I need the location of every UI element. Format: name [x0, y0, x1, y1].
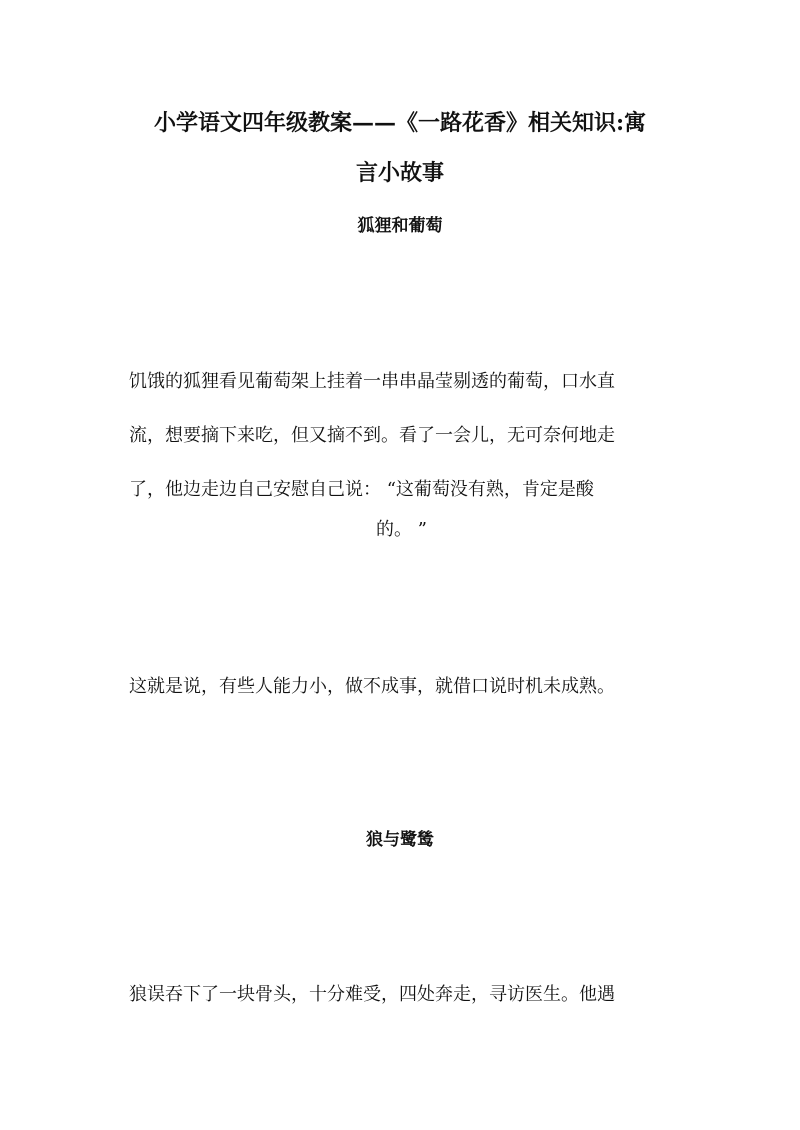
story2-line-1: 狼误吞下了一块骨头，十分难受，四处奔走，寻访医生。他遇	[129, 984, 615, 1005]
story1-line-1: 饥饿的狐狸看见葡萄架上挂着一串串晶莹剔透的葡萄，口水直	[129, 371, 615, 392]
story1-line-3: 了，他边走边自己安慰自己说： “这葡萄没有熟，肯定是酸	[129, 479, 594, 500]
document-title-line-2: 言小故事	[355, 160, 444, 186]
story1-line-4: 的。 ”	[376, 519, 427, 540]
story-heading-wolf-and-heron: 狼与鹭鸶	[366, 830, 434, 850]
document-title-line-1: 小学语文四年级教案——《一路花香》相关知识:寓	[153, 110, 647, 136]
story1-moral: 这就是说，有些人能力小，做不成事，就借口说时机未成熟。	[129, 676, 615, 697]
story1-line-2: 流，想要摘下来吃，但又摘不到。看了一会儿，无可奈何地走	[129, 425, 615, 446]
story-heading-fox-and-grapes: 狐狸和葡萄	[357, 216, 443, 236]
